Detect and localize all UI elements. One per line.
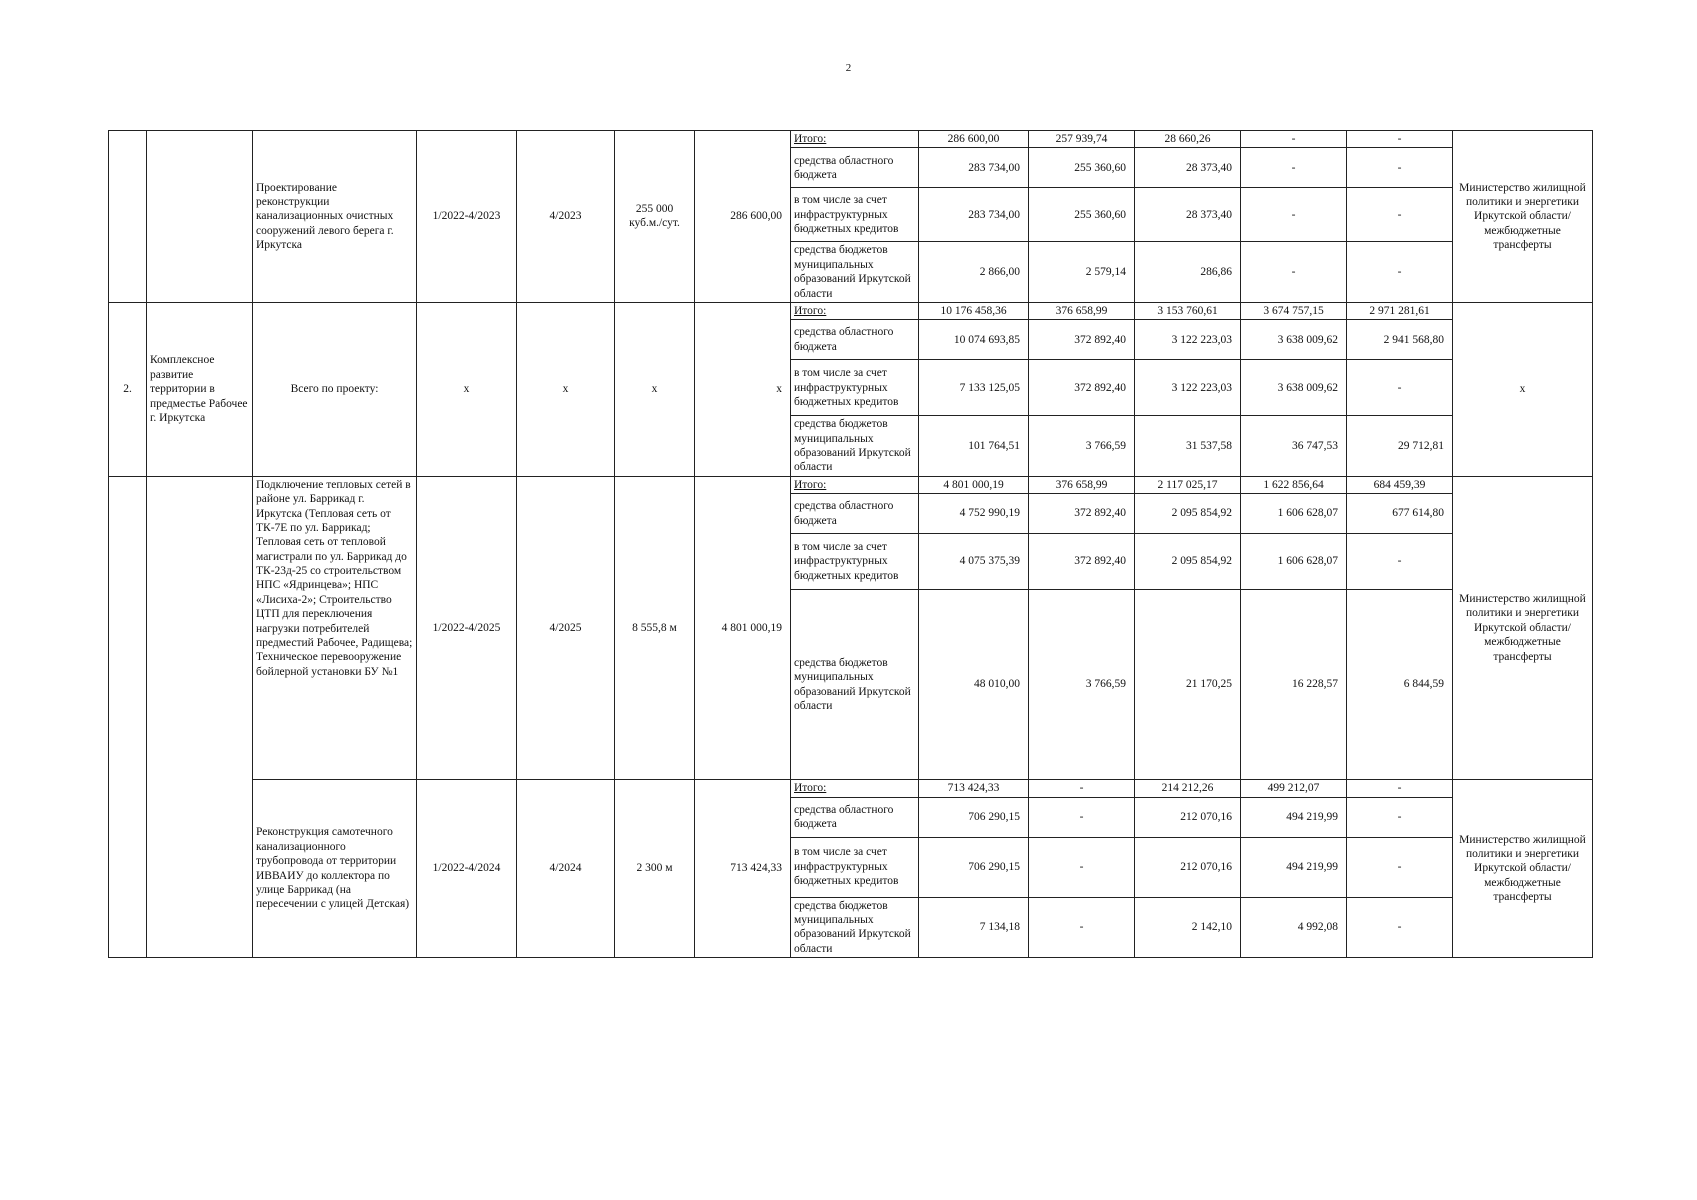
total-cost-cell: x [695, 302, 791, 476]
amount-cell: 6 844,59 [1347, 590, 1453, 780]
funding-source-cell: средства областного бюджета [791, 797, 919, 837]
amount-cell: 2 971 281,61 [1347, 302, 1453, 319]
amount-cell: - [1029, 797, 1135, 837]
amount-cell: 684 459,39 [1347, 476, 1453, 493]
amount-cell: 4 801 000,19 [919, 476, 1029, 493]
amount-cell: 7 134,18 [919, 897, 1029, 958]
capacity-cell: 255 000 куб.м./сут. [615, 131, 695, 303]
amount-cell: 286 600,00 [919, 131, 1029, 148]
funding-source-cell: средства областного бюджета [791, 320, 919, 360]
amount-cell: 372 892,40 [1029, 534, 1135, 590]
responsible-party-cell: x [1453, 302, 1593, 476]
implementation-period-cell: x [417, 302, 517, 476]
implementation-period-cell: 1/2022-4/2023 [417, 131, 517, 303]
amount-cell: - [1029, 837, 1135, 897]
amount-cell: 376 658,99 [1029, 302, 1135, 319]
amount-cell: - [1241, 242, 1347, 303]
amount-cell: - [1347, 534, 1453, 590]
implementation-period-cell: 1/2022-4/2025 [417, 476, 517, 779]
amount-cell: - [1347, 897, 1453, 958]
amount-cell: 10 074 693,85 [919, 320, 1029, 360]
amount-cell: - [1029, 897, 1135, 958]
funding-source-cell: Итого: [791, 476, 919, 493]
amount-cell: 3 153 760,61 [1135, 302, 1241, 319]
amount-cell: 16 228,57 [1241, 590, 1347, 780]
table-row [109, 131, 1593, 148]
funding-source-cell: средства бюджетов муниципальных образований Иркутской области [791, 242, 919, 303]
amount-cell: 2 866,00 [919, 242, 1029, 303]
amount-cell: 2 142,10 [1135, 897, 1241, 958]
amount-cell: 2 579,14 [1029, 242, 1135, 303]
funding-source-cell: в том числе за счет инфраструктурных бюджетных кредитов [791, 534, 919, 590]
capacity-cell: 2 300 м [615, 780, 695, 958]
project-name-cell: Проектирование реконструкции канализационных очистных сооружений левого берега г. Иркутска [253, 131, 417, 303]
amount-cell: 28 373,40 [1135, 188, 1241, 242]
capacity-cell: 8 555,8 м [615, 476, 695, 779]
amount-cell: 10 176 458,36 [919, 302, 1029, 319]
total-cost-cell: 4 801 000,19 [695, 476, 791, 779]
amount-cell: 494 219,99 [1241, 837, 1347, 897]
project-name-cell: Подключение тепловых сетей в районе ул. Баррикад г. Иркутска (Тепловая сеть от ТК-7Е по ул. Баррикад; Тепловая сеть от тепловой магистрали по ул. Баррикад до ТК-23д-25 со строительством НПС «Ядринцева»; НПС «Лисиха-2»; Строительство ЦТП для переключения нагрузки потребителей предместий Рабочее, Радищева; Техническое перевооружение бойлерной установки БУ №1 [253, 476, 417, 779]
table-row [109, 780, 1593, 797]
amount-cell: 2 117 025,17 [1135, 476, 1241, 493]
amount-cell: - [1347, 360, 1453, 416]
amount-cell: - [1347, 131, 1453, 148]
table-row [109, 302, 1593, 319]
amount-cell: 4 752 990,19 [919, 494, 1029, 534]
amount-cell: 713 424,33 [919, 780, 1029, 797]
amount-cell: 7 133 125,05 [919, 360, 1029, 416]
responsible-party-cell: Министерство жилищной политики и энергетики Иркутской области/ межбюджетные трансферты [1453, 476, 1593, 779]
deadline-cell: 4/2023 [517, 131, 615, 303]
amount-cell: - [1029, 780, 1135, 797]
amount-cell: 499 212,07 [1241, 780, 1347, 797]
funding-source-cell: в том числе за счет инфраструктурных бюджетных кредитов [791, 360, 919, 416]
amount-cell: 283 734,00 [919, 188, 1029, 242]
page-number: 2 [845, 62, 852, 74]
table-row [109, 476, 1593, 493]
amount-cell: 48 010,00 [919, 590, 1029, 780]
implementation-period-cell: 1/2022-4/2024 [417, 780, 517, 958]
amount-cell: 28 373,40 [1135, 148, 1241, 188]
amount-cell: 2 941 568,80 [1347, 320, 1453, 360]
deadline-cell: 4/2025 [517, 476, 615, 779]
amount-cell: 3 122 223,03 [1135, 320, 1241, 360]
funding-source-cell: в том числе за счет инфраструктурных бюджетных кредитов [791, 188, 919, 242]
amount-cell: 706 290,15 [919, 797, 1029, 837]
amount-cell: 3 638 009,62 [1241, 360, 1347, 416]
amount-cell: 3 638 009,62 [1241, 320, 1347, 360]
funding-source-cell: средства областного бюджета [791, 494, 919, 534]
funding-source-cell: в том числе за счет инфраструктурных бюджетных кредитов [791, 837, 919, 897]
amount-cell: 257 939,74 [1029, 131, 1135, 148]
project-name-cell: Реконструкция самотечного канализационного трубопровода от территории ИВВАИУ до коллектора по улице Баррикад (на пересечении с улицей Детская) [253, 780, 417, 958]
amount-cell: 1 622 856,64 [1241, 476, 1347, 493]
amount-cell: 4 992,08 [1241, 897, 1347, 958]
row-number-cell: 2. [109, 302, 147, 476]
amount-cell: - [1347, 797, 1453, 837]
amount-cell: 29 712,81 [1347, 416, 1453, 477]
amount-cell: 1 606 628,07 [1241, 494, 1347, 534]
amount-cell: 1 606 628,07 [1241, 534, 1347, 590]
deadline-cell: 4/2024 [517, 780, 615, 958]
amount-cell: 677 614,80 [1347, 494, 1453, 534]
amount-cell: 3 766,59 [1029, 590, 1135, 780]
total-cost-cell: 713 424,33 [695, 780, 791, 958]
amount-cell: 494 219,99 [1241, 797, 1347, 837]
amount-cell: 286,86 [1135, 242, 1241, 303]
amount-cell: 212 070,16 [1135, 797, 1241, 837]
funding-source-cell: средства бюджетов муниципальных образований Иркутской области [791, 416, 919, 477]
funding-source-cell: средства бюджетов муниципальных образований Иркутской области [791, 897, 919, 958]
amount-cell: 2 095 854,92 [1135, 494, 1241, 534]
amount-cell: - [1241, 188, 1347, 242]
funding-source-cell: Итого: [791, 131, 919, 148]
amount-cell: - [1347, 148, 1453, 188]
amount-cell: 283 734,00 [919, 148, 1029, 188]
responsible-party-cell: Министерство жилищной политики и энергетики Иркутской области/ межбюджетные трансферты [1453, 780, 1593, 958]
amount-cell: - [1347, 837, 1453, 897]
deadline-cell: x [517, 302, 615, 476]
amount-cell: 101 764,51 [919, 416, 1029, 477]
amount-cell: 3 674 757,15 [1241, 302, 1347, 319]
project-group-name-cell: Комплексное развитие территории в предместье Рабочее г. Иркутска [147, 302, 253, 476]
project-group-name-cell [147, 131, 253, 303]
total-cost-cell: 286 600,00 [695, 131, 791, 303]
amount-cell: 36 747,53 [1241, 416, 1347, 477]
amount-cell: 255 360,60 [1029, 188, 1135, 242]
amount-cell: - [1347, 780, 1453, 797]
row-number-cell [109, 476, 147, 957]
amount-cell: 214 212,26 [1135, 780, 1241, 797]
amount-cell: 3 766,59 [1029, 416, 1135, 477]
amount-cell: 372 892,40 [1029, 360, 1135, 416]
amount-cell: 706 290,15 [919, 837, 1029, 897]
responsible-party-cell: Министерство жилищной политики и энергетики Иркутской области/ межбюджетные трансферты [1453, 131, 1593, 303]
amount-cell: 376 658,99 [1029, 476, 1135, 493]
amount-cell: 372 892,40 [1029, 320, 1135, 360]
capacity-cell: x [615, 302, 695, 476]
amount-cell: 21 170,25 [1135, 590, 1241, 780]
amount-cell: - [1347, 242, 1453, 303]
funding-source-cell: Итого: [791, 780, 919, 797]
amount-cell: - [1241, 148, 1347, 188]
amount-cell: 31 537,58 [1135, 416, 1241, 477]
project-group-name-cell [147, 476, 253, 957]
investment-table [108, 130, 1593, 958]
project-name-cell: Всего по проекту: [253, 302, 417, 476]
amount-cell: 212 070,16 [1135, 837, 1241, 897]
funding-source-cell: средства областного бюджета [791, 148, 919, 188]
amount-cell: 255 360,60 [1029, 148, 1135, 188]
amount-cell: - [1347, 188, 1453, 242]
amount-cell: - [1241, 131, 1347, 148]
amount-cell: 2 095 854,92 [1135, 534, 1241, 590]
amount-cell: 372 892,40 [1029, 494, 1135, 534]
amount-cell: 4 075 375,39 [919, 534, 1029, 590]
funding-source-cell: средства бюджетов муниципальных образований Иркутской области [791, 590, 919, 780]
amount-cell: 3 122 223,03 [1135, 360, 1241, 416]
row-number-cell [109, 131, 147, 303]
amount-cell: 28 660,26 [1135, 131, 1241, 148]
funding-source-cell: Итого: [791, 302, 919, 319]
